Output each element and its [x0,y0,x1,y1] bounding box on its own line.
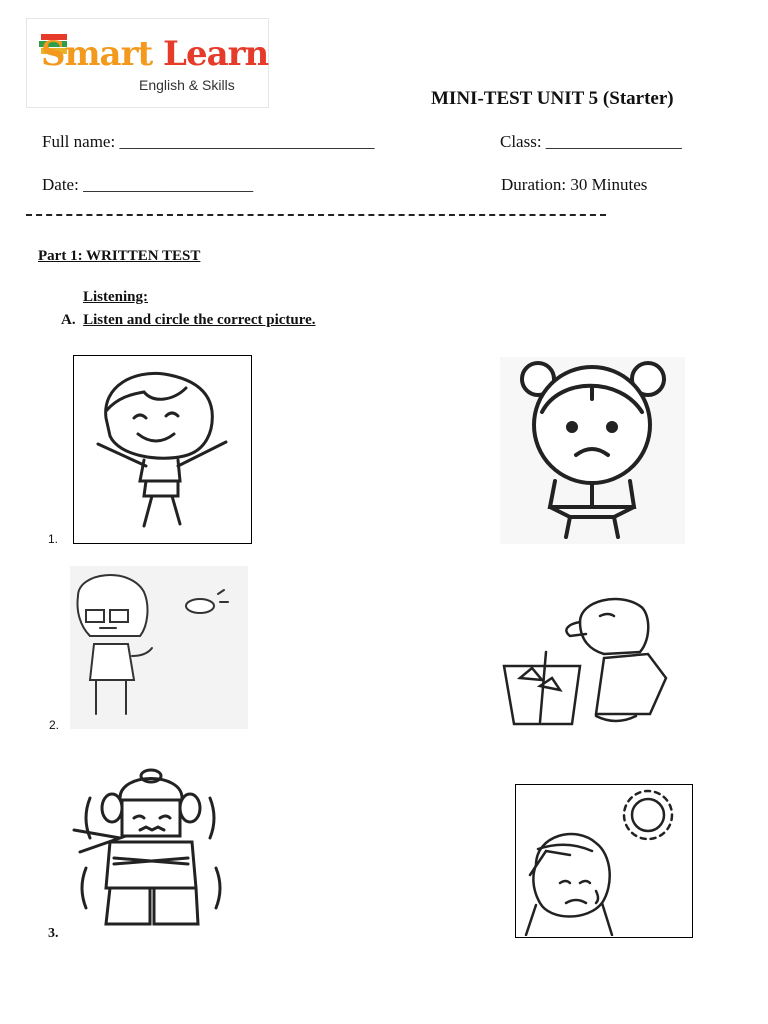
test-title: MINI-TEST UNIT 5 (Starter) [431,88,674,109]
logo-title: Smart Learn [41,34,269,74]
cold-boy-icon[interactable] [70,768,230,940]
hot-boy-icon[interactable] [515,784,693,938]
class-field[interactable]: Class: ________________ [500,132,682,151]
listening-heading: Listening: [83,289,149,305]
instruction-letter: A. [61,312,76,328]
thirsty-man-icon[interactable] [500,582,670,730]
question-number-3: 3. [48,926,59,941]
instruction [61,312,316,329]
full-name-field[interactable]: Full name: ______________________________ [42,132,375,151]
date-field[interactable]: Date: ____________________ [42,175,254,194]
question-number-2: 2. [49,718,60,732]
question-number-1: 1. [48,532,59,546]
duration-text: Duration: 30 Minutes [501,175,648,194]
dashed-divider [26,214,606,216]
hungry-boy-icon[interactable] [70,566,248,729]
school-logo [26,18,269,108]
sad-girl-icon[interactable] [500,357,685,544]
instruction-text: Listen and circle the correct picture. [83,312,316,328]
logo-subtitle: English & Skills [139,77,235,93]
happy-boy-icon[interactable] [73,355,252,544]
part-heading: Part 1: WRITTEN TEST [38,248,201,264]
